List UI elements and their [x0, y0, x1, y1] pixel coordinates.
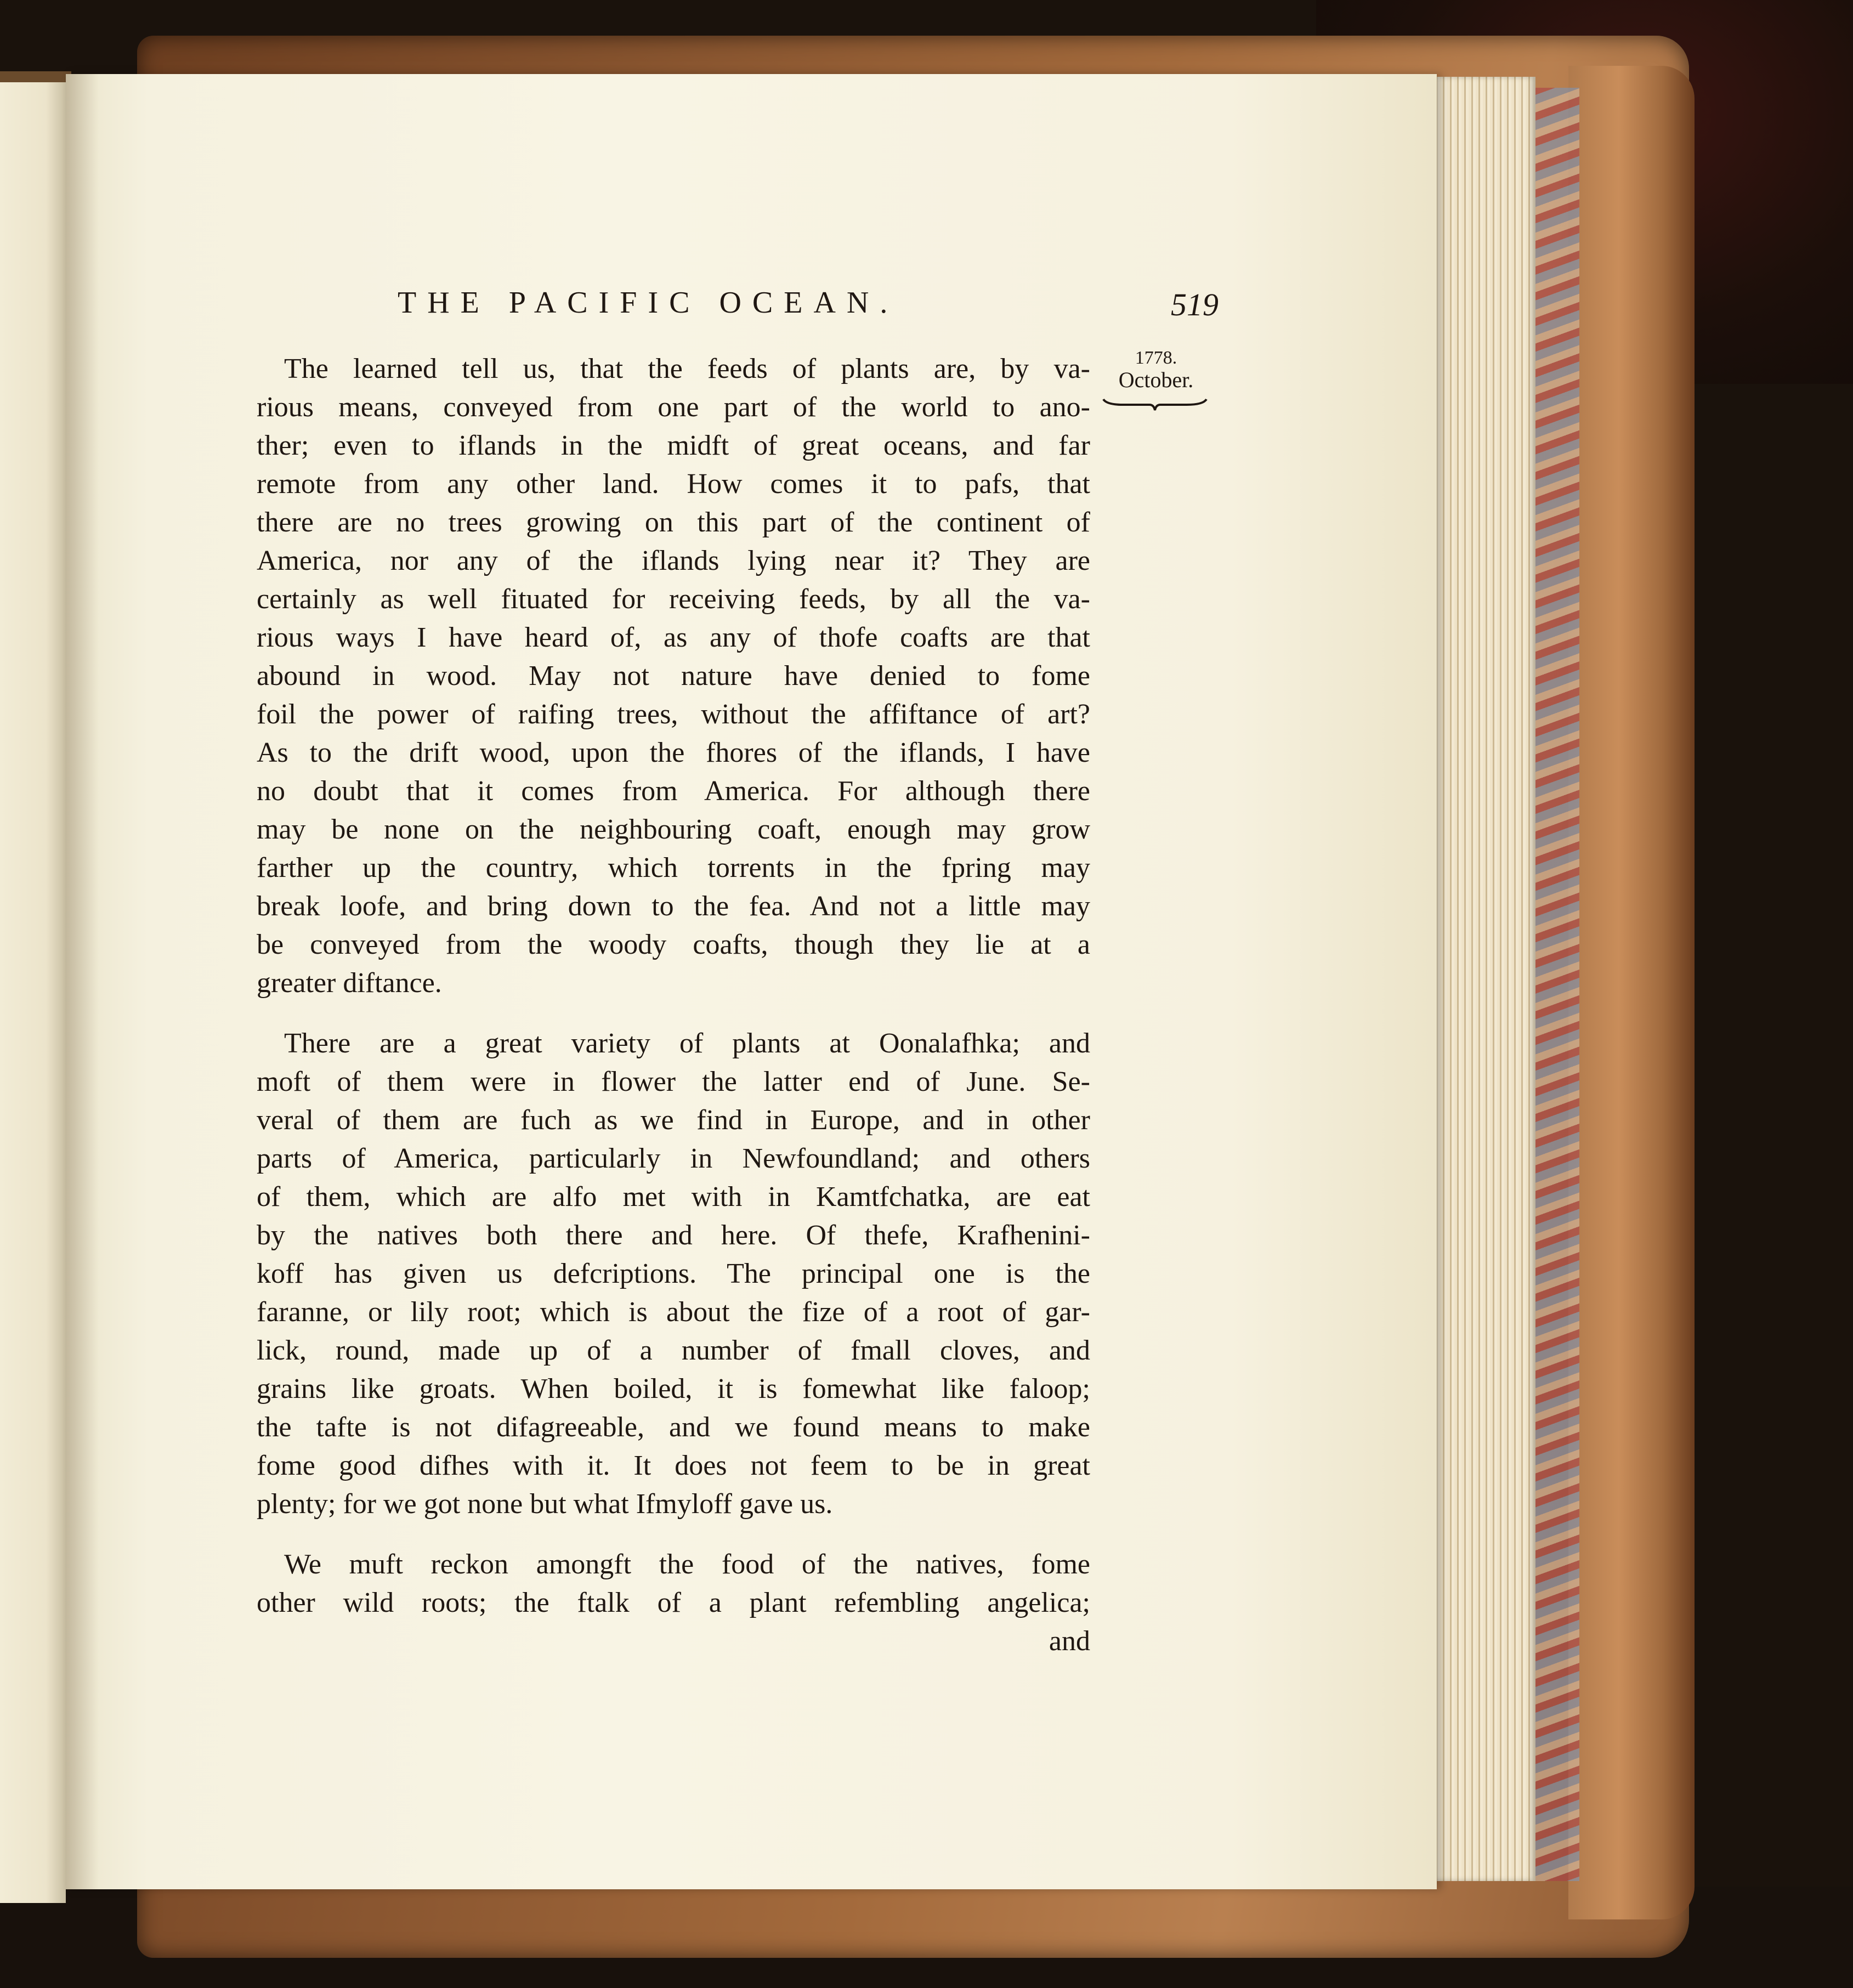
- body-text: [257, 350, 1090, 1661]
- text-line: may be none on the neighbouring coaft, enough may grow: [257, 814, 1090, 845]
- paragraph-gap: [257, 1523, 1090, 1545]
- text-line: lick, round, made up of a number of fmall cloves, and: [257, 1335, 1090, 1366]
- margin-brace-icon: [1101, 396, 1209, 412]
- leather-cover-edge: [1568, 66, 1695, 1919]
- text-line: by the natives both there and here. Of thefe, Krafhenini-: [257, 1220, 1090, 1251]
- catchword: and: [1049, 1625, 1090, 1657]
- text-line: farther up the country, which torrents in the fpring may: [257, 852, 1090, 883]
- text-line: the tafte is not difagreeable, and we found means to make: [257, 1412, 1090, 1443]
- text-line: America, nor any of the iflands lying near it? They are: [257, 545, 1090, 576]
- text-line: there are no trees growing on this part of the continent of: [257, 507, 1090, 538]
- text-line: rious ways I have heard of, as any of thofe coafts are that: [257, 622, 1090, 653]
- marbled-edge: [1533, 88, 1579, 1881]
- text-line: rious means, conveyed from one part of the world to ano-: [257, 392, 1090, 423]
- text-line: abound in wood. May not nature have denied to fome: [257, 660, 1090, 692]
- text-line: remote from any other land. How comes it to pafs, that: [257, 468, 1090, 500]
- text-line: foil the power of raifing trees, without the affiftance of art?: [257, 699, 1090, 730]
- text-line: The learned tell us, that the feeds of plants are, by va-: [284, 353, 1090, 384]
- margin-note: [1107, 347, 1205, 391]
- page-block-edges: [1426, 77, 1535, 1881]
- paragraph: [257, 1024, 1090, 1523]
- text-line: moft of them were in flower the latter end of June. Se-: [257, 1066, 1090, 1097]
- text-line: grains like groats. When boiled, it is fomewhat like faloop;: [257, 1373, 1090, 1404]
- text-line: faranne, or lily root; which is about the fize of a root of gar-: [257, 1296, 1090, 1328]
- text-line: parts of America, particularly in Newfoundland; and others: [257, 1143, 1090, 1174]
- gutter-shadow: [66, 74, 99, 1889]
- left-board-edge: [0, 71, 71, 82]
- text-line: As to the drift wood, upon the fhores of the iflands, I have: [257, 737, 1090, 768]
- paragraph-gap: [257, 1003, 1090, 1024]
- text-line: koff has given us defcriptions. The principal one is the: [257, 1258, 1090, 1289]
- paragraph: [257, 350, 1090, 1003]
- paragraph: [257, 1545, 1090, 1622]
- facing-page: [0, 82, 66, 1903]
- margin-year: 1778.: [1135, 348, 1177, 368]
- text-line: veral of them are fuch as we find in Europe, and in other: [257, 1105, 1090, 1136]
- text-line: break loofe, and bring down to the fea. And not a little may: [257, 891, 1090, 922]
- text-line: of them, which are alfo met with in Kamtfchatka, are eat: [257, 1181, 1090, 1213]
- margin-month: October.: [1118, 367, 1194, 392]
- running-title: THE PACIFIC OCEAN.: [398, 286, 899, 320]
- text-line: fome good difhes with it. It does not feem to be in great: [257, 1450, 1090, 1481]
- text-line: other wild roots; the ftalk of a plant refembling angelica;: [257, 1587, 1090, 1618]
- text-line: plenty; for we got none but what Ifmyloff gave us.: [257, 1488, 833, 1520]
- text-line: ther; even to iflands in the midft of great oceans, and far: [257, 430, 1090, 461]
- text-line: be conveyed from the woody coafts, though they lie at a: [257, 929, 1090, 960]
- text-line: We muft reckon amongft the food of the natives, fome: [284, 1549, 1090, 1580]
- text-line: no doubt that it comes from America. For although there: [257, 775, 1090, 807]
- text-line: There are a great variety of plants at Oonalafhka; and: [284, 1028, 1090, 1059]
- text-line: certainly as well fituated for receiving feeds, by all the va-: [257, 584, 1090, 615]
- page-number: 519: [1171, 287, 1219, 322]
- text-line: greater diftance.: [257, 967, 442, 999]
